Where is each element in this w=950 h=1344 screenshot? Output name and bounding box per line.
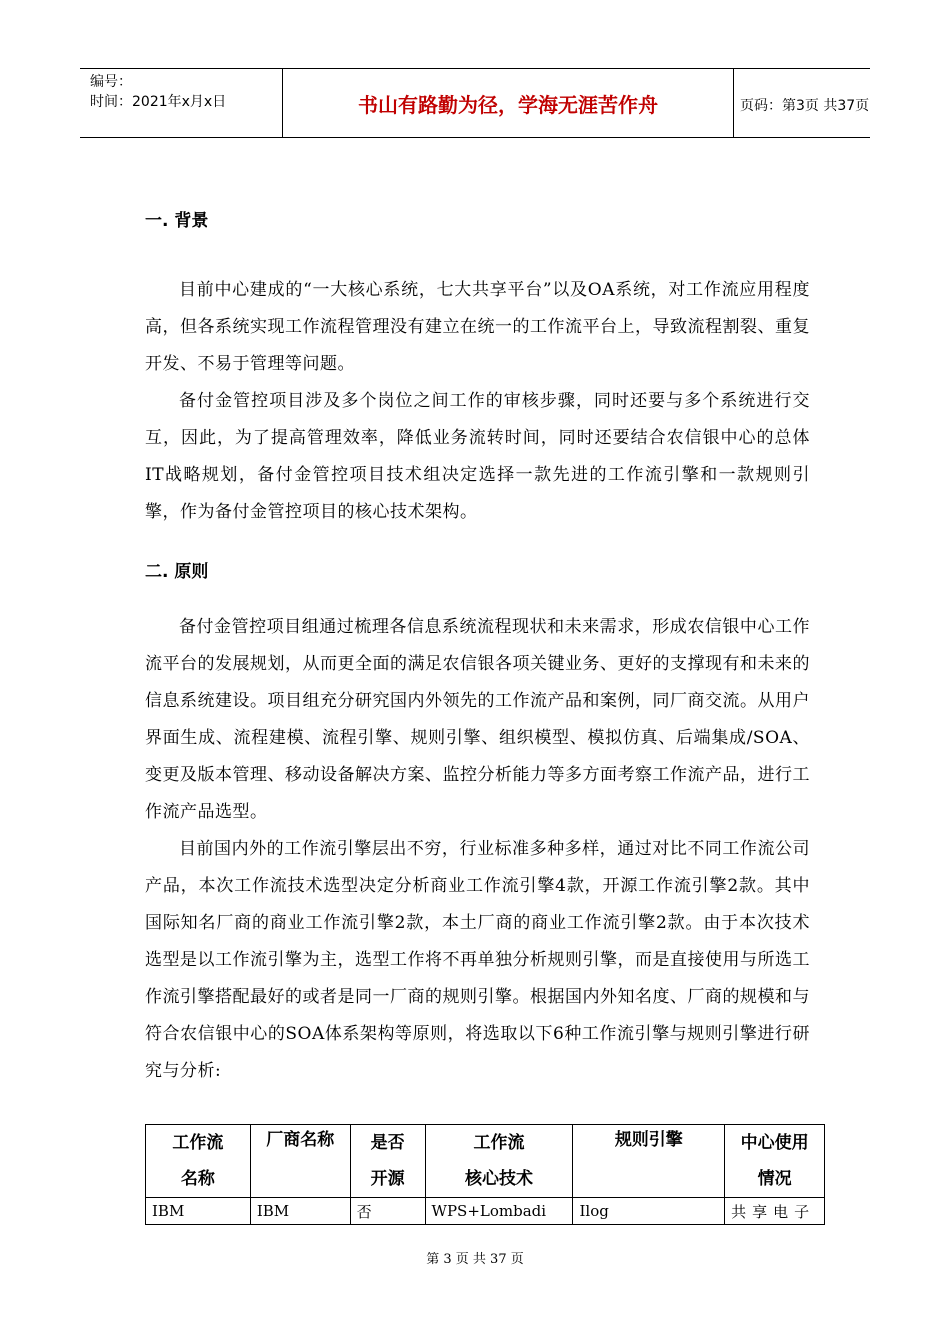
table-cell: Ilog xyxy=(573,1198,725,1225)
header-meta xyxy=(80,69,282,137)
header-page-info: 页码：第3页 共37页 xyxy=(740,98,870,114)
column-header: 厂商名称 xyxy=(250,1125,350,1198)
table-cell: IBM xyxy=(146,1198,251,1225)
column-header: 中心使用 情况 xyxy=(725,1125,825,1198)
date-label: 时间：2021年x月x日 xyxy=(90,94,227,110)
code-label: 编号： xyxy=(90,74,132,90)
table-header-row xyxy=(146,1125,825,1198)
section-heading-background: 一. 背景 xyxy=(145,211,209,231)
table-cell: WPS+Lombadi xyxy=(425,1198,573,1225)
paragraph: 备付金管控项目涉及多个岗位之间工作的审核步骤，同时还要与多个系统进行交互，因此，为了提高管理效率，降低业务流转时间，同时还要结合农信银中心的总体IT战略规划，备付金管控项目技术组决定选择一款先进的工作流引擎和一款规则引擎，作为备付金管控项目的核心技术架构。 xyxy=(145,391,810,522)
column-header: 工作流 核心技术 xyxy=(425,1125,573,1198)
column-header: 规则引擎 xyxy=(573,1125,725,1198)
page-footer: 第 3 页 共 37 页 xyxy=(426,1252,524,1267)
table-cell: 否 xyxy=(350,1198,425,1225)
page-header xyxy=(80,68,870,138)
column-header: 工作流 名称 xyxy=(146,1125,251,1198)
workflow-engine-table xyxy=(145,1124,825,1225)
paragraph: 目前国内外的工作流引擎层出不穷，行业标准多种多样，通过对比不同工作流公司产品，本次工作流技术选型决定分析商业工作流引擎4款，开源工作流引擎2款。其中国际知名厂商的商业工作流引擎2款，本土厂商的商业工作流引擎2款。由于本次技术选型是以工作流引擎为主，选型工作将不再单独分析规则引擎，而是直接使用与所选工作流引擎搭配最好的或者是同一厂商的规则引擎。根据国内外知名度、厂商的规模和与符合农信银中心的SOA体系架构等原则，将选取以下6种工作流引擎与规则引擎进行研究与分析: xyxy=(145,839,810,1081)
section-heading-principles: 二. 原则 xyxy=(145,562,209,582)
paragraph: 目前中心建成的“一大核心系统，七大共享平台”以及OA系统，对工作流应用程度高，但各系统实现工作流程管理没有建立在统一的工作流平台上，导致流程割裂、重复开发、不易于管理等问题。 xyxy=(145,280,810,374)
document-body xyxy=(145,200,810,1090)
paragraph: 备付金管控项目组通过梳理各信息系统流程现状和未来需求，形成农信银中心工作流平台的发展规划，从而更全面的满足农信银各项关键业务、更好的支撑现有和未来的信息系统建设。项目组充分研究国内外领先的工作流产品和案例，同厂商交流。从用户界面生成、流程建模、流程引擎、规则引擎、组织模型、模拟仿真、后端集成/SOA、变更及版本管理、移动设备解决方案、监控分析能力等多方面考察工作流产品，进行工作流产品选型。 xyxy=(145,617,810,822)
column-header: 是否 开源 xyxy=(350,1125,425,1198)
table-row xyxy=(146,1198,825,1225)
header-motto: 书山有路勤为径，学海无涯苦作舟 xyxy=(282,69,734,137)
table-cell: 共享电子 xyxy=(725,1198,825,1225)
table-cell: IBM xyxy=(250,1198,350,1225)
